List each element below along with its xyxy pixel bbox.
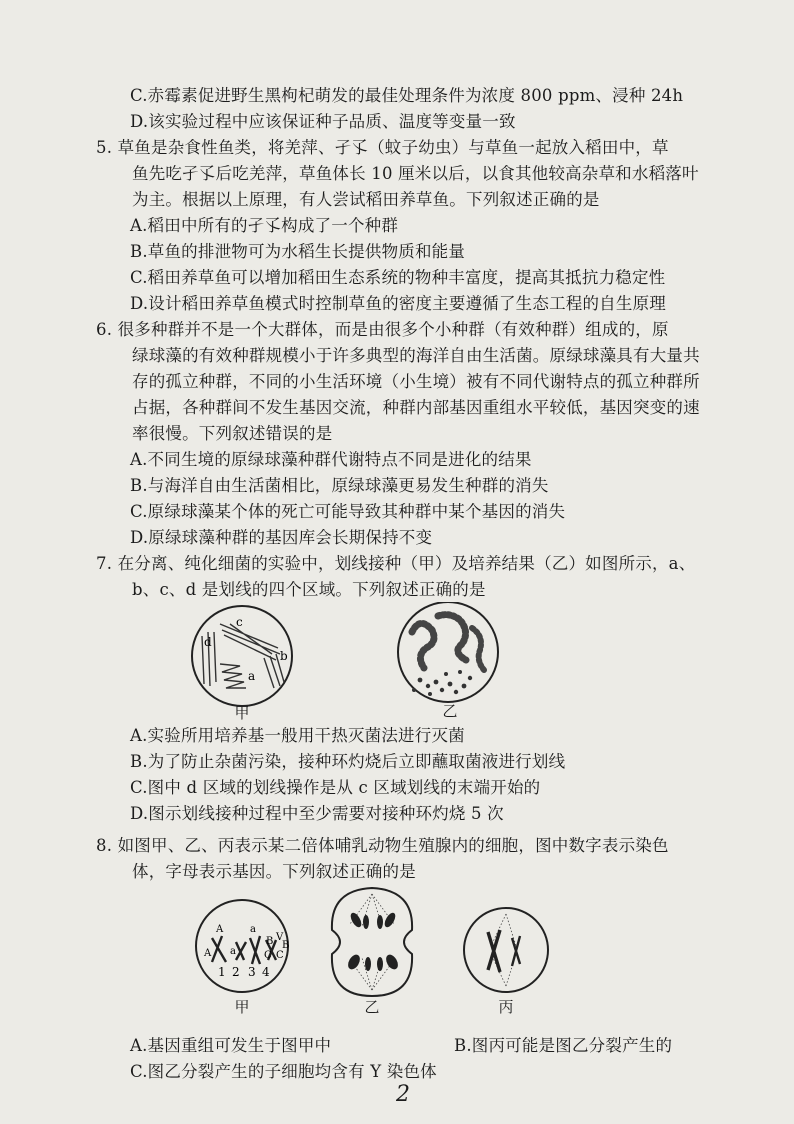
fig7-caption-jia: 甲	[234, 704, 250, 722]
q6-option-d: D.原绿球藻种群的基因库会长期保持不变	[130, 528, 433, 547]
q6-stem-line3: 存的孤立种群，不同的小生活环境（小生境）被有不同代谢特点的孤立种群所	[132, 372, 700, 391]
gene-label: a	[230, 946, 236, 957]
label-c: c	[236, 615, 243, 629]
gene-label: C	[264, 950, 272, 961]
q5-option-b: B.草鱼的排泄物可为水稻生长提供物质和能量	[130, 242, 466, 261]
q6-option-b: B.与海洋自由生活菌相比，原绿球藻更易发生种群的消失	[130, 476, 549, 495]
q6-option-a: A.不同生境的原绿球藻种群代谢特点不同是进化的结果	[130, 450, 532, 469]
chromosome-number: 1	[218, 965, 226, 979]
gene-label: A	[216, 924, 224, 935]
q7-option-a: A.实验所用培养基一般用干热灭菌法进行灭菌	[130, 726, 465, 745]
q8-figure	[190, 884, 560, 1000]
cell-yi	[332, 888, 412, 996]
streak-plate-dish	[192, 606, 292, 706]
q7-option-b: B.为了防止杂菌污染，接种环灼烧后立即蘸取菌液进行划线	[130, 752, 566, 771]
q6-stem-line1: 6. 很多种群并不是一个大群体，而是由很多个小种群（有效种群）组成的，原	[96, 320, 669, 339]
fig8-caption-yi: 乙	[364, 998, 380, 1016]
q5-stem-line2: 鱼先吃孑孓后吃羌萍，草鱼体长 10 厘米以后，以食其他较高杂草和水稻落叶	[132, 164, 699, 183]
gene-label: V	[276, 932, 284, 943]
streak-zone-c	[220, 624, 280, 660]
q4-option-c: C.赤霉素促进野生黑枸杞萌发的最佳处理条件为浓度 800 ppm、浸种 24h	[130, 86, 684, 105]
q6-option-c: C.原绿球藻某个体的死亡可能导致其种群中某个基因的消失	[130, 502, 566, 521]
fig8-caption-bing: 丙	[498, 998, 514, 1016]
q7-stem-line2: b、c、d 是划线的四个区域。下列叙述正确的是	[132, 580, 486, 599]
q6-stem-line4: 占据，各种群间不发生基因交流，种群内部基因重组水平较低，基因突变的速	[132, 398, 700, 417]
streak-zone-a	[220, 664, 246, 688]
q7-option-d: D.图示划线接种过程中至少需要对接种环灼烧 5 次	[130, 804, 504, 823]
q6-stem-line5: 率很慢。下列叙述错误的是	[132, 424, 333, 443]
label-b: b	[280, 649, 288, 663]
q8-option-a: A.基因重组可发生于图甲中	[130, 1036, 332, 1055]
q5-option-d: D.设计稻田养草鱼模式时控制草鱼的密度主要遵循了生态工程的自生原理	[130, 294, 666, 313]
gene-label: B	[282, 940, 290, 951]
chromosome-number: 4	[262, 965, 270, 979]
fig8-caption-jia: 甲	[234, 998, 250, 1016]
q5-stem-line3: 为主。根据以上原理，有人尝试稻田养草鱼。下列叙述正确的是	[132, 190, 600, 209]
q5-option-a: A.稻田中所有的孑孓构成了一个种群	[130, 216, 399, 235]
gene-label: B	[266, 936, 274, 947]
gene-label: a	[250, 924, 256, 935]
q8-option-b: B.图丙可能是图乙分裂产生的	[454, 1036, 673, 1055]
q7-stem-line1: 7. 在分离、纯化细菌的实验中，划线接种（甲）及培养结果（乙）如图所示，a、	[96, 554, 696, 573]
label-d: d	[204, 635, 212, 649]
gene-label: A	[204, 948, 212, 959]
q8-option-c: C.图乙分裂产生的子细胞均含有 Y 染色体	[130, 1062, 437, 1081]
q6-stem-line2: 绿球藻的有效种群规模小于许多典型的海洋自由生活菌。原绿球藻具有大量共	[132, 346, 700, 365]
cell-bing	[464, 908, 548, 992]
page-number: 2	[396, 1082, 410, 1107]
label-a: a	[248, 669, 256, 683]
cell-jia	[196, 900, 289, 992]
q5-stem-line1: 5. 草鱼是杂食性鱼类，将羌萍、孑孓（蚊子幼虫）与草鱼一起放入稻田中，草	[96, 138, 669, 157]
chromosome-number: 3	[248, 965, 256, 979]
q5-option-c: C.稻田养草鱼可以增加稻田生态系统的物种丰富度，提高其抵抗力稳定性	[130, 268, 666, 287]
chromosome-number: 2	[232, 965, 240, 979]
q8-stem-line2: 体，字母表示基因。下列叙述正确的是	[132, 862, 416, 881]
q7-option-c: C.图中 d 区域的划线操作是从 c 区域划线的末端开始的	[130, 778, 541, 797]
fig7-caption-yi: 乙	[442, 702, 458, 720]
q8-stem-line1: 8. 如图甲、乙、丙表示某二倍体哺乳动物生殖腺内的细胞，图中数字表示染色	[96, 836, 669, 855]
q4-option-d: D.该实验过程中应该保证种子品质、温度等变量一致	[130, 112, 516, 131]
gene-label: C	[276, 950, 284, 961]
culture-result-dish	[398, 602, 498, 702]
